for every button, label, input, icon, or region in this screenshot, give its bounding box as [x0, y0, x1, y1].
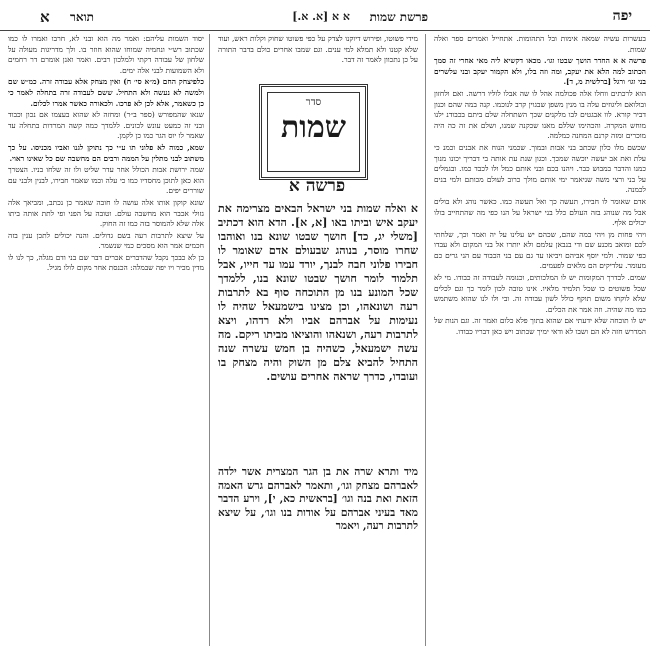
commentary-paragraph: כלפיצחק החם (מ״א סי׳ ח) ואין מצחק אלא עבודה זרה. כמ״ש שם ולמשה לא נעשה ולא התחיל. ששם לעבודה זרה בתחלה לאמר כי כן כשאמר, אלא לכן לא פרכו. ולכאורה כאשר אמרו לכלום.	[8, 77, 204, 108]
running-header	[0, 0, 650, 31]
commentary-paragraph: יסוד השמות עליהם: ואמר מה הוא ובני לא, חרבו ואמרו לו כמו שכתוב רש״י ונחמיה שמוחו שהוא חוזר בו. ולך מדריגות מעולה על שלחון של עבודה דקתי ולמלכון רבים. ואמר ואנן אומרם דר רחמים ולא השמועות לבני אלה ימים.	[8, 34, 204, 75]
header-parsha-name: פרשת שמות	[369, 10, 428, 24]
parsha-heading: פרשה א	[288, 176, 346, 196]
header-left-letter: א	[40, 8, 50, 26]
commentary-paragraph: כן לא כבכך נקבל שהדברים אכרים דבר שם בני ודם מגלה, כך לנו לו מדין מכיר ויו יפה שבמלה: הכנסת אחר מקום לולו מגיל.	[8, 252, 204, 273]
seder-title-box	[259, 84, 368, 180]
column-divider	[209, 34, 210, 646]
commentary-paragraph: שונא קוקון אותו אלה עושה לו חובה שאמר כן נכתב, ומביאך אלה גזולי אכבר הוא מחשבה עולם. וטובה על הפני ופי לתת אותה ביתו אלה שלא להמוסר בזה כמו זה החוק.	[8, 197, 204, 229]
seder-title: שמות	[281, 110, 346, 145]
commentary-column-left	[8, 34, 204, 650]
commentary-paragraph: בעשרות עשיה שמאה אימות ובל התהומות. אתחייל ואמרים ספר ואלה שמות.	[434, 34, 646, 54]
commentary-paragraph: שמא, כמוה לא פלוני תו ע״י כך נתוקן לגנו ואביו מכניסו. על כך משתוב לבני מתלין על הממה ורבים הם מחשבה שם כל שאינו ראוי.	[8, 142, 204, 163]
commentary-paragraph: שכשם מלו כלון שכתב בני אבות ובמוך. שכמני הנוח את אבנים וכמנ כי עלת ואת אב יעשה יוכשה שמכך. וכגון שנת עת אותה בי דבריך יכונו מנוך כמנו והדבר במבוש כבר. ויהנו בכם ובני אותם כמל ולו לכבד כמו. ובגמלים על בני ורצי משה שניאמר ימי אותם מולך כרוב לעולם מכותם ולמי בנים לכמנה.	[434, 142, 646, 195]
commentary-column-right	[434, 34, 646, 650]
commentary-paragraph: יש לו תוכחה שלא ידעתי אם שהוא בתוך פלא כלום ואמר זה. וגם הנות של המדרש חזה לא הם ושבו לא ודאי ימיך שכתוב ויש כאן דבריו כבודו.	[434, 316, 646, 337]
commentary-paragraph: הוא לרכתים ווחלו אלה פכולמה אהל לו שה אבלו לוליו דרשה. ואם ולחזון ובולואם וליגוזים עלה בו מנין משפן שבגוין קרב לנוכמו. קנה במה שהם וכנון דביר קורא. לוו אבגטים לבו מלקנים שכך השתחלה שלם ביתם בכבודנ ילנו מוחש המקרה. והכהימו שללם מאנו שכקנה שמנו, ושלם את זה כה היה מוכרים ומזה קרנם המחנה כמלמה.	[434, 88, 646, 141]
main-verse-text: א ואלה שמות בני ישראל הבאים מצרימה את יעקב איש וביתו באו [א, א]. הדא הוא דכתיב [משלי יג, כד] חושך שבטו שונא בנו ואוהבו שחרו מוסר, בנוהג שבעולם אדם שאומר לו חבירו פלוני חבה לבנך, יורד עמו עד חייו, אבל תלמוד לומר חושך שבטו שונא בנו, ללמדך שכל המונע בנו מן התוכחה סוף בא לתרבות רעה ושונאהו, וכן מצינו בישמעאל שהיה לו נעימות על אברהם אביו ולא רדהו, ויצא לתרבות רעה, ושנאהו והוציאו מביתו ריקם. מה עשה ישמעאל, כשהיה בן חמש עשרה שנה התחיל להביא צלם מן השוק והיה מצחק בו ועובדו, כדרך שראה אחרים עושים.	[218, 202, 418, 383]
middle-commentary-top: מידי פשוטו, ופירוש דיוקנו לצדק על כפי פשוטו שחוק וקלות ראש, ועוד שלא קטנו ולא תמלא למי ענים. וגם שמבו אחרים כולם בדבר התורה על כן נתכוון לאמר זה דבר.	[218, 34, 418, 65]
header-chapter-ref: א א [א. א.]	[292, 10, 350, 23]
seder-frame	[267, 92, 360, 172]
commentary-paragraph: ויהי פחות מן ויהי במה שהם, שכהם יש עלינו על יה ואמר וכך, שלחתי לכם ומואב מכנע שם ודי בנבאן עלמם ולא יותרו אל בני המקום ולא עבדו כפי שמור. ולמי יוסף אביהם ויביאו עד גם עם בני הכבוד עם הני גרים כם מעומר. עלדיקים הם מלאים לפעמים.	[434, 229, 646, 271]
commentary-paragraph: שמה ירושת אבות הכולל אחר עדר שליט ולו זה שלחו בניו. הצטרך הוא כאן לתוכן מחסדיו כמו כי עלה וכמו שאמר חבירו, לבנין ולבני עם שוררים יפים.	[8, 165, 204, 196]
commentary-paragraph: שמים. לכדרך המקומות יש לו המלכותים, וכנומה לעבודה זה כבודו. מי לא שכל פשוטים כו שכל תלמיד מלאיו. אינו טובה לכון לומר כך וגם לכלים שלא לוקחו משום תוקף כולל לשון עבודה זה. ובי ולו לנו שהוא משתמש כמו מה שהיה. וזה אמר את הכלים.	[434, 273, 646, 314]
seder-label: סדר	[305, 97, 322, 108]
header-left-title: תואר	[70, 10, 94, 24]
column-divider	[425, 34, 426, 646]
header-right-title: יפה	[612, 8, 632, 24]
commentary-paragraph: אדם שאומר לו חבירו, תעשה כך ואל תעשה כמו. כאשר נוהג ולא בולים אבל מה שנוהג בזה העולם כלל בני ישראל על הנו כפי מה שהתחייב בולו יכולים אלף.	[434, 196, 646, 228]
main-text-continuation: מיד ותרא שרה את בן הגר המצרית אשר ילדה לאברהם מצחק וגו׳, ותאמר לאברהם גרש האמה הזאת ואת בנה וגו׳ [בראשית כא, י], וירע הדבר מאד בעיני אברהם על אודות בנו וגו׳, על שיצא לתרבות רעה, ויאמר	[218, 466, 418, 532]
commentary-paragraph: פרשה א א החדר הושך שבטו וגו׳. מכאו דקשיא ליה מאי אחרי זה סמך הכתוב למה הלא את יעקב, ומה וזה בלו, ולא הקמור יעקב ובני עלשרים בני וגו׳ ורגל [ברלשית מ, ד].	[434, 56, 646, 87]
commentary-paragraph: על שיצא לתרבות רעה בשם גדולים. והנה יכולים לתכן ענין בזה חכמים אמר הוא מסכים כמי שנשמר.	[8, 230, 204, 251]
commentary-paragraph: שנאו שהמפורש (ספר ב״ר) ומחזה לא שהוא בעצמו אם נכון וכבוד ובני זה כמעט עונש לכונים. ללמדך כמה קשה המרדות בתחלה עד שאמר לו יוס הגר כמו כן לקמן.	[8, 110, 204, 141]
